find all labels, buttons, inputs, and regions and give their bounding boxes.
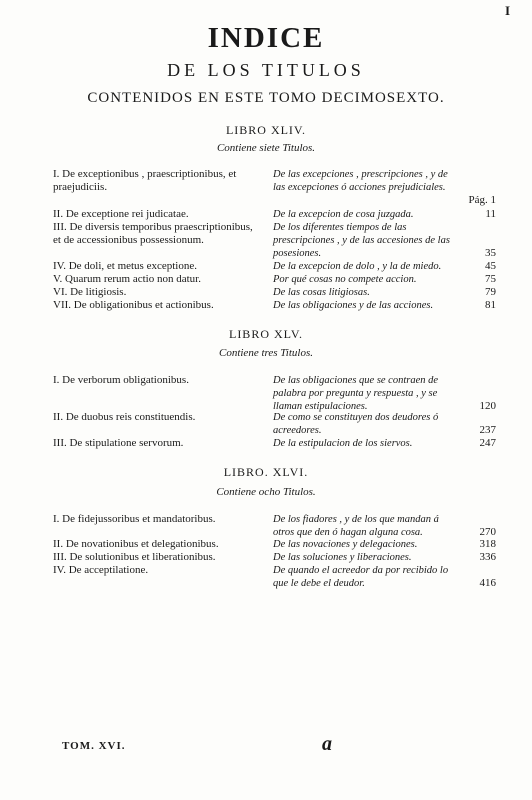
latin-title: III. De diversis temporibus praescriptionibus, et de accessionibus possessionum. — [53, 221, 253, 246]
latin-title: I. De verborum obligationibus. — [53, 374, 189, 386]
latin-title: VI. De litigiosis. — [53, 286, 127, 298]
page-ref: Pág. 1 — [468, 194, 496, 206]
book-heading: LIBRO XLV. — [228, 327, 303, 341]
page-number: I — [504, 3, 510, 18]
page-ref: 318 — [479, 538, 496, 550]
spanish-title: De quando el acreedor da por recibido lo que le debe el deudor. — [273, 565, 449, 589]
latin-title: I. De exceptionibus , praescriptionibus, et praejudiciis. — [53, 168, 237, 193]
latin-title: III. De stipulatione servorum. — [53, 437, 184, 449]
page-ref: 237 — [479, 424, 496, 436]
spanish-title: De los diferentes tiempos de las prescripciones , y de las accesiones de las posesiones. — [273, 222, 450, 259]
page-ref: 75 — [485, 273, 496, 285]
signature-mark: a — [322, 733, 332, 755]
page-ref: 35 — [485, 247, 496, 259]
latin-title: IV. De doli, et metus exceptione. — [53, 260, 197, 272]
latin-title: III. De solutionibus et liberationibus. — [53, 551, 216, 563]
spanish-title: De las soluciones y liberaciones. — [273, 552, 412, 563]
spanish-title: De los fiadores , y de los que mandan á otros que den ó hagan alguna cosa. — [273, 514, 439, 538]
latin-title: V. Quarum rerum actio non datur. — [53, 273, 201, 285]
spanish-title: De las cosas litigiosas. — [273, 287, 370, 298]
book-subheading: Contiene siete Titulos. — [216, 142, 316, 154]
page-ref: 11 — [485, 208, 496, 220]
latin-title: II. De duobus reis constituendis. — [53, 411, 196, 423]
spanish-title: De como se constituyen dos deudores ó acreedores. — [273, 412, 439, 436]
latin-title: IV. De acceptilatione. — [53, 564, 149, 576]
spanish-title: De las excepciones , prescripciones , y de las excepciones ó acciones prejudiciales. — [273, 169, 448, 193]
book-subheading: Contiene tres Titulos. — [218, 347, 313, 359]
book-subheading: Contiene ocho Titulos. — [216, 486, 316, 498]
page-subtitle-2: CONTENIDOS EN ESTE TOMO DECIMOSEXTO. — [87, 90, 445, 106]
volume-label: TOM. XVI. — [62, 740, 126, 752]
book-heading: LIBRO. XLVI. — [223, 465, 309, 479]
spanish-title: De las novaciones y delegaciones. — [273, 539, 418, 550]
page-ref: 120 — [479, 400, 496, 412]
page-ref: 336 — [479, 551, 496, 563]
page-title: INDICE — [207, 22, 325, 54]
spanish-title: De la excepcion de dolo , y la de miedo. — [273, 261, 442, 272]
spanish-title: De la excepcion de cosa juzgada. — [273, 209, 414, 220]
latin-title: VII. De obligationibus et actionibus. — [53, 299, 214, 311]
latin-title: II. De novationibus et delegationibus. — [53, 538, 219, 550]
page-ref: 247 — [479, 437, 496, 449]
spanish-title: De la estipulacion de los siervos. — [273, 438, 413, 449]
page-ref: 416 — [479, 577, 496, 589]
latin-title: I. De fidejussoribus et mandatoribus. — [53, 513, 216, 525]
page-ref: 270 — [479, 526, 496, 538]
book-heading: LIBRO XLIV. — [225, 123, 307, 137]
spanish-title: Por qué cosas no compete accion. — [273, 274, 417, 285]
spanish-title: De las obligaciones y de las acciones. — [273, 300, 434, 311]
page-subtitle: DE LOS TITULOS — [167, 60, 365, 80]
spanish-title: De las obligaciones que se contraen de palabra por pregunta y respuesta , y se llaman estipulaciones. — [273, 375, 439, 412]
page-ref: 81 — [485, 299, 496, 311]
page-ref: 45 — [485, 260, 496, 272]
page-ref: 79 — [485, 286, 496, 298]
latin-title: II. De exceptione rei judicatae. — [53, 208, 189, 220]
